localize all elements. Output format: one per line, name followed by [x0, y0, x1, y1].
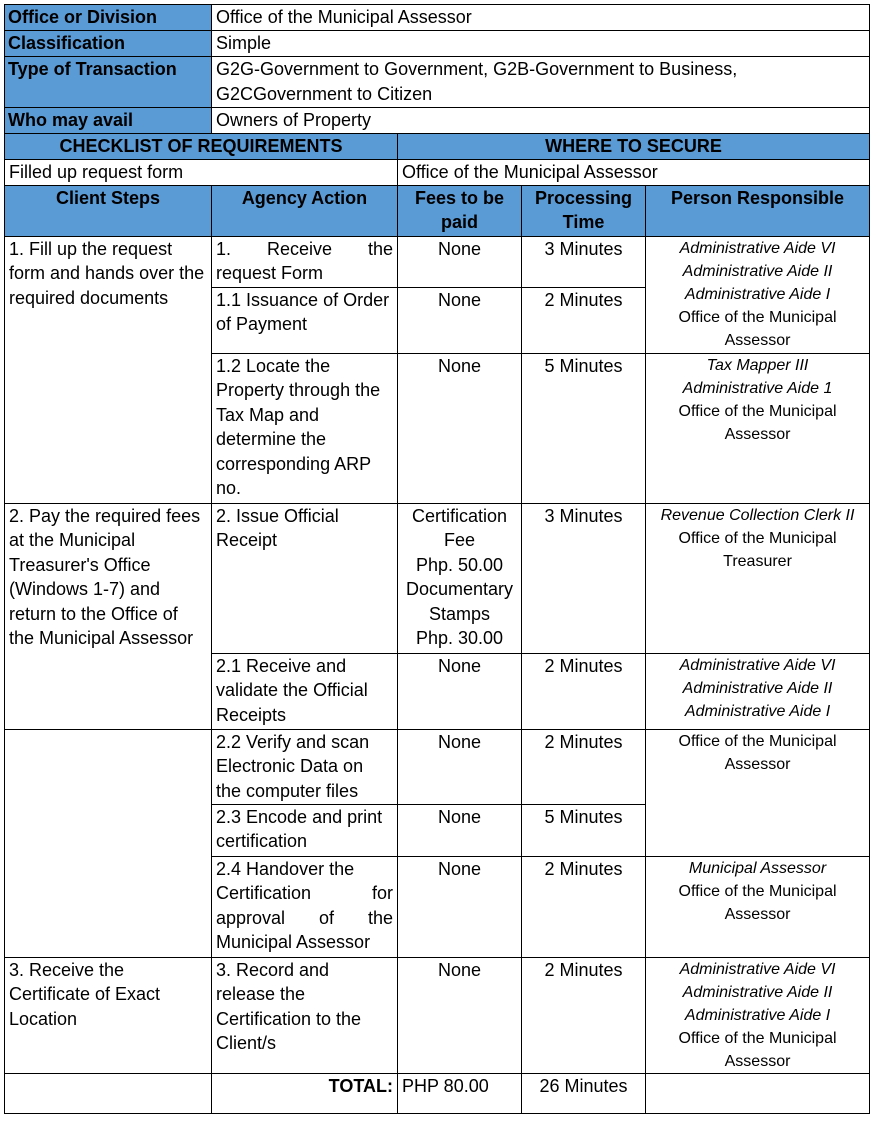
fee-2-line5: Stamps	[428, 603, 491, 624]
agency-action-2-2-line3: the computer files	[216, 780, 359, 801]
agency-action-1-line2: request Form	[216, 263, 324, 283]
agency-action-2-4-line4: Municipal Assessor	[216, 932, 371, 952]
processing-time-header	[522, 185, 646, 236]
client-steps-header: Client Steps	[5, 185, 212, 236]
where-to-secure-header: WHERE TO SECURE	[398, 134, 870, 160]
person-1-2-office-2: Assessor	[724, 425, 791, 443]
citizen-charter-sheet	[4, 4, 869, 1114]
classification-label: Classification	[5, 31, 212, 57]
fee-1-1: None	[398, 287, 522, 353]
requirement-item: Filled up request form	[5, 160, 398, 186]
agency-action-2-4-line3: approval of the	[216, 907, 393, 928]
info-row-transaction	[5, 57, 870, 108]
person-1-italic-3: Administrative Aide I	[684, 285, 831, 303]
person-2-2-office-2: Assessor	[724, 755, 791, 773]
person-1-office-1: Office of the Municipal	[678, 308, 837, 326]
time-header-line2: Time	[562, 211, 605, 232]
info-row-office	[5, 5, 870, 31]
transaction-value	[212, 57, 870, 108]
total-row	[5, 1073, 870, 1113]
service-table	[4, 4, 870, 1114]
fee-1: None	[398, 236, 522, 287]
fee-2-1: None	[398, 653, 522, 729]
agency-action-2-4-line2: Certification for	[216, 883, 393, 903]
time-2-2: 2 Minutes	[522, 729, 646, 804]
person-3-italic-1: Administrative Aide VI	[679, 960, 836, 978]
time-3: 2 Minutes	[522, 957, 646, 1073]
client-step-1: 1. Fill up the request form and hands over the required documents	[5, 236, 212, 503]
info-row-avail	[5, 108, 870, 134]
person-3-office-2: Assessor	[724, 1052, 791, 1070]
office-value: Office of the Municipal Assessor	[212, 5, 870, 31]
info-row-classification	[5, 31, 870, 57]
transaction-label: Type of Transaction	[5, 57, 212, 108]
agency-action-1-1: 1.1 Issuance of Order of Payment	[212, 287, 398, 353]
person-3-italic-2: Administrative Aide II	[682, 983, 833, 1001]
fee-2-3: None	[398, 804, 522, 856]
agency-action-2-1: 2.1 Receive and validate the Official Receipts	[212, 653, 398, 729]
person-1-2	[646, 353, 870, 503]
person-2-1	[646, 653, 870, 729]
person-2-4-office-2: Assessor	[724, 905, 791, 923]
person-2-2-office-1: Office of the Municipal	[678, 732, 837, 750]
person-1-italic-2: Administrative Aide II	[682, 262, 833, 280]
person-3	[646, 957, 870, 1073]
person-2-2	[646, 729, 870, 856]
time-2-3: 5 Minutes	[522, 804, 646, 856]
person-2-4-italic-1: Municipal Assessor	[688, 859, 827, 877]
person-1-2-italic-1: Tax Mapper III	[706, 356, 809, 374]
person-2-italic-1: Revenue Collection Clerk II	[660, 506, 855, 524]
time-1-2: 5 Minutes	[522, 353, 646, 503]
agency-action-1-line1: 1. Receive the	[216, 238, 393, 259]
agency-action-2-3: 2.3 Encode and print certification	[212, 804, 398, 856]
person-2-office-1: Office of the Municipal	[678, 529, 837, 547]
person-1-2-italic-2: Administrative Aide 1	[682, 379, 833, 397]
checklist-header: CHECKLIST OF REQUIREMENTS	[5, 134, 398, 160]
person-3-office-1: Office of the Municipal	[678, 1029, 837, 1047]
fee-3: None	[398, 957, 522, 1073]
fee-2-2: None	[398, 729, 522, 804]
avail-value: Owners of Property	[212, 108, 870, 134]
fee-2-line4: Documentary	[405, 579, 514, 599]
total-label: TOTAL:	[212, 1073, 398, 1113]
classification-value: Simple	[212, 31, 870, 57]
person-2-office-2: Treasurer	[723, 552, 792, 570]
fee-2	[398, 503, 522, 653]
time-2-1: 2 Minutes	[522, 653, 646, 729]
transaction-value-line2: G2CGovernment to Citizen	[216, 83, 433, 104]
total-blank	[5, 1073, 212, 1113]
agency-action-header: Agency Action	[212, 185, 398, 236]
agency-action-1	[212, 236, 398, 287]
fee-2-line6: Php. 30.00	[415, 628, 504, 648]
time-2: 3 Minutes	[522, 503, 646, 653]
person-1-office-2: Assessor	[724, 331, 791, 349]
agency-action-2-4-line1: 2.4 Handover the	[216, 858, 355, 879]
agency-action-2-4	[212, 856, 398, 957]
agency-action-2: 2. Issue Official Receipt	[212, 503, 398, 653]
fee-2-line2: Fee	[443, 530, 476, 550]
client-step-blank	[5, 729, 212, 957]
person-2-1-italic-2: Administrative Aide II	[682, 679, 833, 697]
fees-header-line1: Fees to be	[414, 187, 505, 208]
transaction-value-line1: G2G-Government to Government, G2B-Government to Business,	[216, 59, 738, 79]
person-1-italic-1: Administrative Aide VI	[679, 239, 836, 257]
fee-1-2: None	[398, 353, 522, 503]
checklist-header-row	[5, 134, 870, 160]
step-row-2-2	[5, 729, 870, 804]
client-step-3: 3. Receive the Certificate of Exact Location	[5, 957, 212, 1073]
person-responsible-header: Person Responsible	[646, 185, 870, 236]
time-2-4: 2 Minutes	[522, 856, 646, 957]
checklist-row	[5, 160, 870, 186]
time-1: 3 Minutes	[522, 236, 646, 287]
fees-header-line2: paid	[440, 211, 478, 232]
office-label: Office or Division	[5, 5, 212, 31]
agency-action-3: 3. Record and release the Certification to the Client/s	[212, 957, 398, 1073]
fee-2-line1: Certification	[411, 505, 508, 526]
fee-2-4: None	[398, 856, 522, 957]
fees-header	[398, 185, 522, 236]
agency-action-2-2-line1: 2.2 Verify and scan	[216, 731, 370, 752]
total-fees: PHP 80.00	[398, 1073, 522, 1113]
total-time: 26 Minutes	[522, 1073, 646, 1113]
person-2-1-italic-3: Administrative Aide I	[684, 702, 831, 720]
agency-action-1-2: 1.2 Locate the Property through the Tax Map and determine the corresponding ARP no.	[212, 353, 398, 503]
time-header-line1: Processing	[534, 187, 633, 208]
time-1-1: 2 Minutes	[522, 287, 646, 353]
person-1	[646, 236, 870, 353]
step-row-1	[5, 236, 870, 287]
person-3-italic-3: Administrative Aide I	[684, 1006, 831, 1024]
column-header-row	[5, 185, 870, 236]
fee-2-line3: Php. 50.00	[415, 554, 504, 575]
client-step-2: 2. Pay the required fees at the Municipal Treasurer's Office (Windows 1-7) and return to the Office of the Municipal Assessor	[5, 503, 212, 729]
agency-action-2-2-line2: Electronic Data on	[216, 756, 364, 776]
person-2-4-office-1: Office of the Municipal	[678, 882, 837, 900]
total-person-blank	[646, 1073, 870, 1113]
person-2-1-italic-1: Administrative Aide VI	[679, 656, 836, 674]
avail-label: Who may avail	[5, 108, 212, 134]
person-2-4	[646, 856, 870, 957]
requirement-source: Office of the Municipal Assessor	[398, 160, 870, 186]
agency-action-2-2	[212, 729, 398, 804]
step-row-2	[5, 503, 870, 653]
step-row-3	[5, 957, 870, 1073]
person-1-2-office-1: Office of the Municipal	[678, 402, 837, 420]
person-2	[646, 503, 870, 653]
